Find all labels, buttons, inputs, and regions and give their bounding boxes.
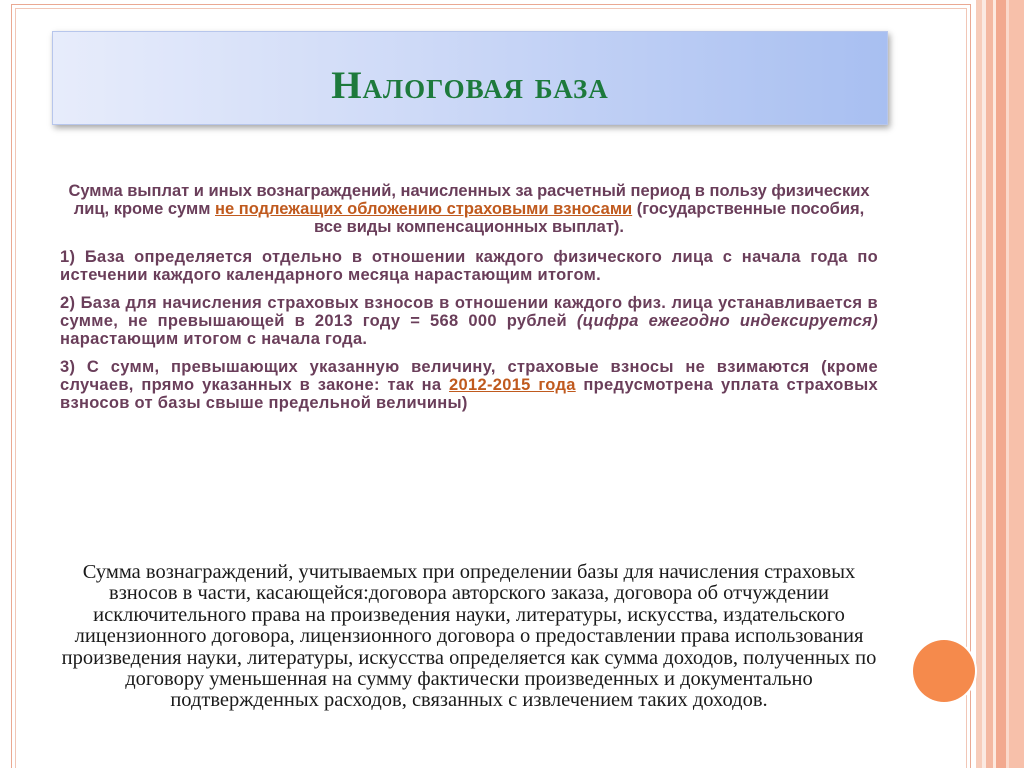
footer-paragraph: Сумма вознаграждений, учитываемых при определении базы для начисления страховых взносов в части, касающейся:договора авторского заказа, договора об отчуждении исключительного права на произведения науки, литературы, искусства, издательского лицензионного договора, лицензионного договора о предоставлении права использования произведения науки, литературы, искусства определяется как сумма доходов, полученных по договору уменьшенная на сумму фактически произведенных и документально подтвержденных расходов, связанных с извлечением таких доходов.	[61, 561, 877, 712]
item-2-text-after: нарастающим итогом с начала года.	[60, 330, 368, 348]
item-2-text-before: 2) База для начисления страховых взносов в отношении каждого физ. лица устанавливается в сумме, не превышающей в 2013 году = 568 000 рублей	[60, 294, 878, 330]
item-1: 1) База определяется отдельно в отношении каждого физического лица с начала года по истечении каждого календарного месяца нарастающим итогом.	[60, 248, 878, 284]
intro-text-before: Сумма выплат и иных вознаграждений, начисленных за расчетный период в пользу физических лиц, кроме сумм	[68, 182, 870, 218]
item-2	[60, 294, 878, 348]
intro-paragraph	[60, 182, 878, 236]
decorative-stripes	[976, 0, 1024, 768]
item-2-italic-note: (цифра ежегодно индексируется)	[576, 312, 878, 330]
intro-text-after: (государственные пособия, все виды компенсационных выплат).	[313, 200, 865, 236]
slide-body	[60, 182, 878, 422]
decorative-circle-icon	[913, 640, 975, 702]
item-3-link[interactable]: 2012-2015 года	[449, 376, 576, 394]
item-3-text-before: 3) С сумм, превышающих указанную величину, страховые взносы не взимаются (кроме случаев, прямо указанных в законе: так на	[60, 358, 878, 394]
slide-title: Налоговая база	[331, 64, 609, 107]
intro-link[interactable]: не подлежащих обложению страховыми взносами	[215, 200, 633, 218]
item-3	[60, 358, 878, 412]
item-3-text-after: предусмотрена уплата страховых взносов от базы свыше предельной величины)	[60, 376, 878, 412]
